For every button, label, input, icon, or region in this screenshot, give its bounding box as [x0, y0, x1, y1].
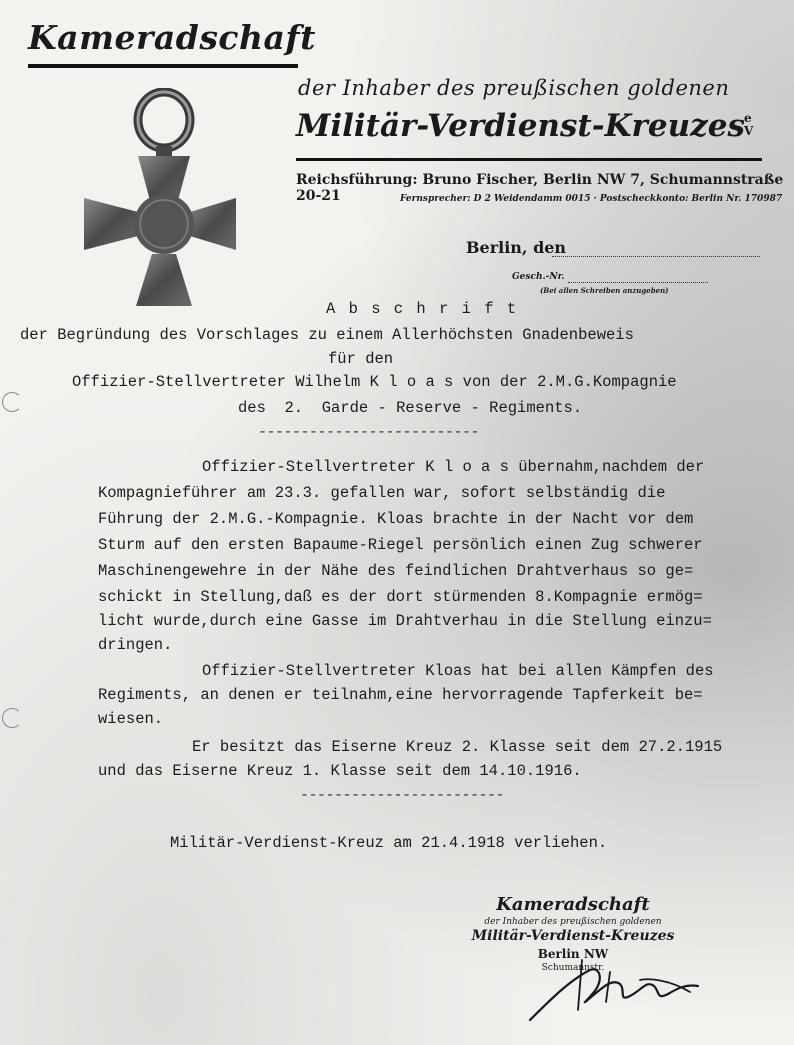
place-date-label: Berlin, den — [466, 238, 567, 257]
org-title: Kameradschaft — [28, 18, 316, 57]
doc-line-3: Offizier-Stellvertreter Wilhelm K l o a s von der 2.M.G.Kompagnie — [72, 373, 677, 391]
para2-line: Regiments, an denen er teilnahm,eine hervorragende Tapferkeit be= — [98, 686, 703, 704]
reference-number-label: Gesch.-Nr. — [512, 272, 565, 282]
para1-line: Sturm auf den ersten Bapaume-Riegel persönlich einen Zug schwerer — [98, 536, 703, 554]
para1-line: licht wurde,durch eine Gasse im Drahtverhau in die Stellung einzu= — [98, 612, 712, 630]
doc-line-4: des 2. Garde - Reserve - Regiments. — [238, 399, 583, 417]
para2-line: wiesen. — [98, 710, 164, 728]
org-subtitle-line1: der Inhaber des preußischen goldenen — [298, 76, 730, 100]
reichsfuehrung-address: Reichsführung: Bruno Fischer, Berlin NW 7, Schumannstraße 20-21 — [296, 172, 784, 204]
para1-line: Offizier-Stellvertreter K l o a s übernahm,nachdem der — [202, 458, 705, 476]
para1-line: Maschinengewehre in der Nähe des feindlichen Drahtverhaus so ge= — [98, 562, 694, 580]
ev-mark — [744, 112, 753, 138]
separator-1: -------------------------- — [258, 424, 480, 441]
para3-line: und das Eiserne Kreuz 1. Klasse seit dem 14.10.1916. — [98, 762, 582, 780]
contact-line: Fernsprecher: D 2 Weidendamm 0015 · Postscheckkonto: Berlin Nr. 170987 — [400, 194, 783, 204]
para3-line: Er besitzt das Eiserne Kreuz 2. Klasse seit dem 27.2.1915 — [192, 738, 723, 756]
para1-line: Führung der 2.M.G.-Kompagnie. Kloas brachte in der Nacht vor dem — [98, 510, 694, 528]
punch-hole-top — [2, 392, 22, 412]
military-merit-cross-icon — [80, 88, 240, 310]
separator-2: ------------------------ — [300, 787, 505, 804]
stamp-org: Militär-Verdienst-Kreuzes — [471, 928, 675, 944]
punch-hole-bottom — [2, 708, 22, 728]
date-field-line — [552, 256, 760, 257]
stamp-subtitle: der Inhaber des preußischen goldenen — [484, 917, 662, 927]
doc-line-1: der Begründung des Vorschlages zu einem Allerhöchsten Gnadenbeweis — [20, 326, 634, 344]
para2-line: Offizier-Stellvertreter Kloas hat bei allen Kämpfen des — [202, 662, 714, 680]
para1-line: schickt in Stellung,daß es der dort stürmenden 8.Kompagnie ermög= — [98, 588, 703, 606]
stamp-title: Kameradschaft — [496, 894, 650, 915]
para1-line: Kompagnieführer am 23.3. gefallen war, sofort selbständig die — [98, 484, 666, 502]
reference-note: (Bei allen Schreiben anzugeben) — [540, 286, 669, 295]
document-heading: A b s c h r i f t — [326, 300, 519, 318]
award-line: Militär-Verdienst-Kreuz am 21.4.1918 verliehen. — [170, 834, 608, 852]
handwritten-signature — [520, 940, 720, 1030]
header-rule-right — [296, 158, 762, 161]
reference-number-line — [568, 282, 708, 283]
org-subtitle-line2: Militär-Verdienst-Kreuzes — [296, 108, 745, 144]
doc-line-2: für den — [328, 350, 394, 368]
ev-mark-bottom: V — [744, 124, 754, 138]
ev-mark-top: e — [744, 111, 752, 125]
para1-line: dringen. — [98, 636, 173, 654]
stamp-city: Berlin NW — [537, 947, 609, 961]
header-rule-left — [28, 64, 298, 68]
stamp-street: Schumannstr. — [541, 963, 605, 973]
